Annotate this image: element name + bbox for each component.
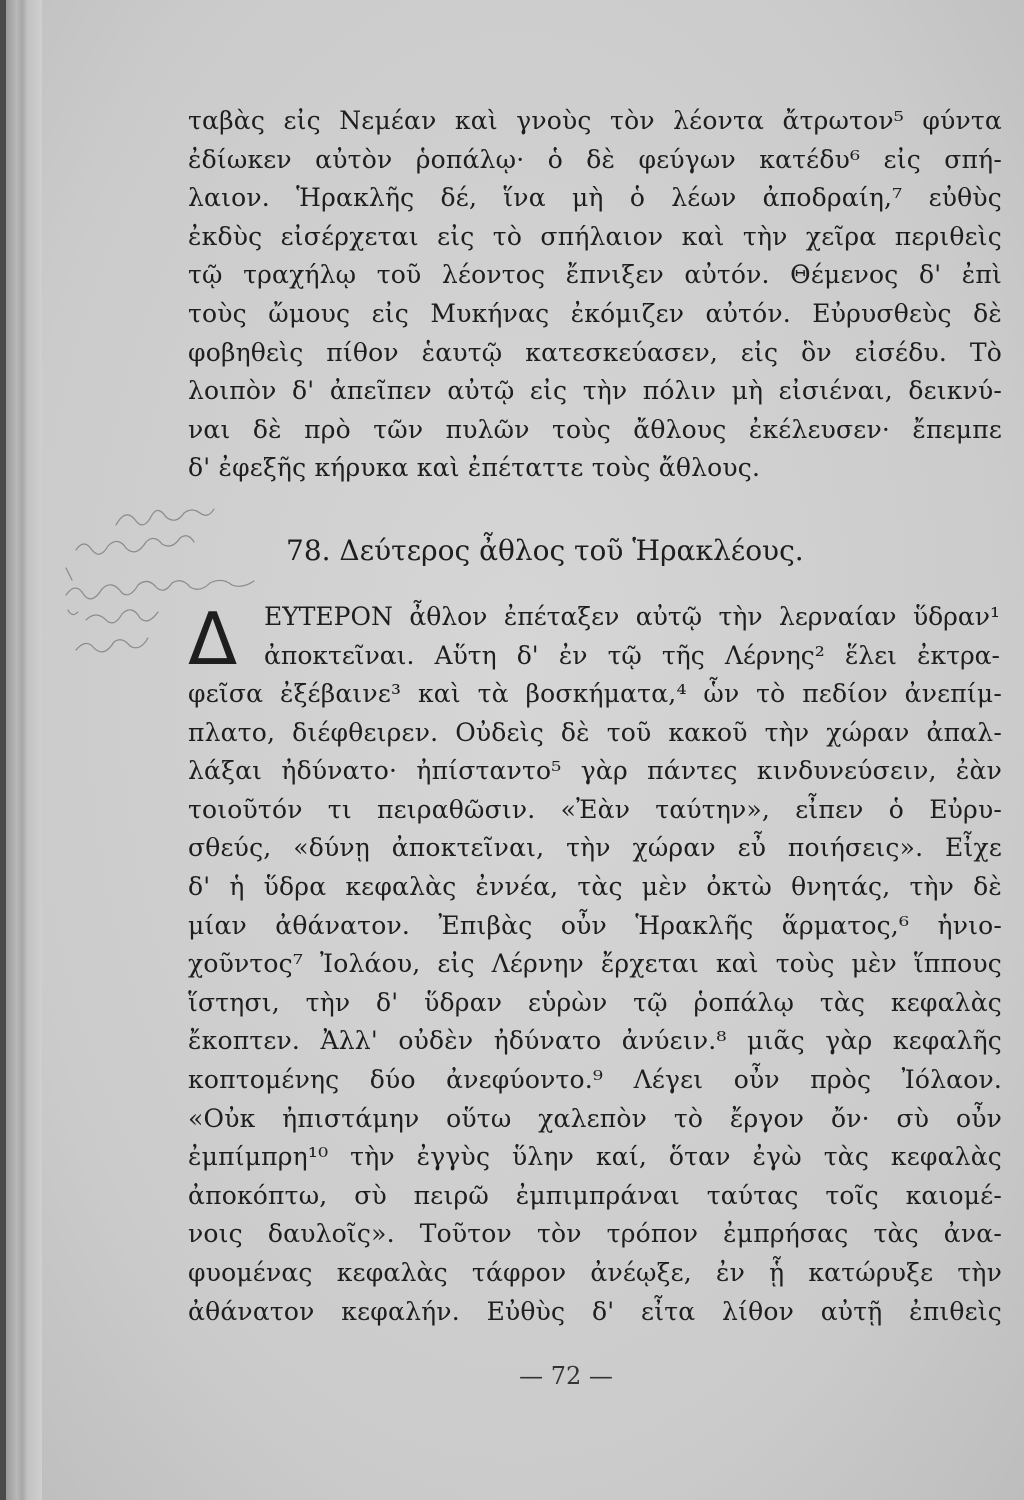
text-line: χοῦντος⁷ Ἰολάου, εἰς Λέρνην ἔρχεται καὶ τοὺς μὲν ἵππους (188, 949, 1002, 979)
text-line: λαιον. Ἡρακλῆς δέ, ἵνα μὴ ὁ λέων ἀποδραίη,⁷ εὐθὺς (188, 183, 1002, 213)
drop-cap-lines (264, 598, 1000, 675)
text-line: ἀποκόπτω, σὺ πειρῶ ἐμπιμπράναι ταύτας τοῖς καιομέ- (188, 1180, 1002, 1210)
text-line: τῷ τραχήλῳ τοῦ λέοντος ἔπνιξεν αὐτόν. Θέμενος δ' ἐπὶ (188, 260, 1002, 290)
text-line: ΕΥΤΕΡΟΝ ἆθλον ἐπέταξεν αὐτῷ τὴν λερναίαν ὕδραν¹ (264, 602, 1000, 631)
text-line: ταβὰς εἰς Νεμέαν καὶ γνοὺς τὸν λέοντα ἄτρωτον⁵ φύντα (188, 106, 1002, 135)
top-paragraph (188, 102, 1002, 488)
text-line: ἀθάνατον κεφαλήν. Εὐθὺς δ' εἶτα λίθον αὐτῇ ἐπιθεὶς (188, 1296, 1002, 1326)
text-line: λοιπὸν δ' ἀπεῖπεν αὐτῷ εἰς τὴν πόλιν μὴ εἰσιέναι, δεικνύ- (188, 376, 1002, 406)
text-line: κοπτομένης δύο ἀνεφύοντο.⁹ Λέγει οὖν πρὸς Ἰόλαον. (188, 1064, 1002, 1094)
book-page (6, 0, 1024, 1500)
text-line: πλατο, διέφθειρεν. Οὐδεὶς δὲ τοῦ κακοῦ τὴν χώραν ἀπαλ- (188, 717, 1002, 747)
text-line: δ' ἐφεξῆς κήρυκα καὶ ἐπέταττε τοὺς ἄθλους. (188, 453, 761, 483)
text-line: μίαν ἀθάνατον. Ἐπιβὰς οὖν Ἡρακλῆς ἅρματος,⁶ ἡνιο- (188, 910, 1002, 940)
text-line: φεῖσα ἐξέβαινε³ καὶ τὰ βοσκήματα,⁴ ὧν τὸ πεδίον ἀνεπίμ- (188, 679, 1002, 708)
text-line: τοὺς ὤμους εἰς Μυκήνας ἐκόμιζεν αὐτόν. Εὐρυσθεὺς δὲ (188, 298, 1002, 328)
text-line: ἐκδὺς εἰσέρχεται εἰς τὸ σπήλαιον καὶ τὴν χεῖρα περιθεὶς (188, 221, 1002, 251)
text-line: λάξαι ἠδύνατο· ἠπίσταντο⁵ γὰρ πάντες κινδυνεύσειν, ἐὰν (188, 756, 1002, 786)
book-spine-shadow (6, 0, 42, 1500)
text-line: ἀποκτεῖναι. Αὕτη δ' ἐν τῷ τῆς Λέρνης² ἕλει ἐκτρα- (264, 640, 1000, 670)
text-line: ἐδίωκεν αὐτὸν ῥοπάλῳ· ὁ δὲ φεύγων κατέδυ⁶ εἰς σπή- (188, 144, 1002, 174)
text-line: ναι δὲ πρὸ τῶν πυλῶν τοὺς ἄθλους ἐκέλευσεν· ἔπεμπε (188, 414, 1002, 444)
drop-cap-letter: Δ (188, 597, 238, 681)
text-line: φυομένας κεφαλὰς τάφρον ἀνέῳξε, ἐν ᾗ κατώρυξε τὴν (188, 1257, 1002, 1287)
text-line: ἐμπίμπρη¹⁰ τὴν ἐγγὺς ὕλην καί, ὅταν ἐγὼ τὰς κεφαλὰς (188, 1142, 1002, 1172)
text-line: φοβηθεὶς πίθον ἑαυτῷ κατεσκεύασεν, εἰς ὃν εἰσέδυ. Τὸ (188, 337, 1002, 367)
text-line: δ' ἡ ὕδρα κεφαλὰς ἐννέα, τὰς μὲν ὀκτὼ θνητάς, τὴν δὲ (188, 871, 1002, 901)
section-heading: 78. Δεύτερος ἆθλος τοῦ Ἡρακλέους. (286, 534, 804, 567)
text-line: τοιοῦτόν τι πειραθῶσιν. «Ἐὰν ταύτην», εἶπεν ὁ Εὐρυ- (188, 794, 1002, 824)
text-line: ἔκοπτεν. Ἀλλ' οὐδὲν ἠδύνατο ἀνύειν.⁸ μιᾶς γὰρ κεφαλῆς (188, 1026, 1002, 1056)
text-line: «Οὐκ ἠπιστάμην οὕτω χαλεπὸν τὸ ἔργον ὄν· σὺ οὖν (188, 1103, 1002, 1133)
text-line: ἵστησι, τὴν δ' ὕδραν εὑρὼν τῷ ῥοπάλῳ τὰς κεφαλὰς (188, 987, 1002, 1017)
text-line: νοις δαυλοῖς». Τοῦτον τὸν τρόπον ἐμπρήσας τὰς ἀνα- (188, 1219, 1002, 1249)
text-line: σθεύς, «δύνῃ ἀποκτεῖναι, τὴν χώραν εὖ ποιήσεις». Εἶχε (188, 833, 1002, 863)
page-number: — 72 — (519, 1362, 613, 1390)
main-paragraph (188, 675, 1002, 1331)
